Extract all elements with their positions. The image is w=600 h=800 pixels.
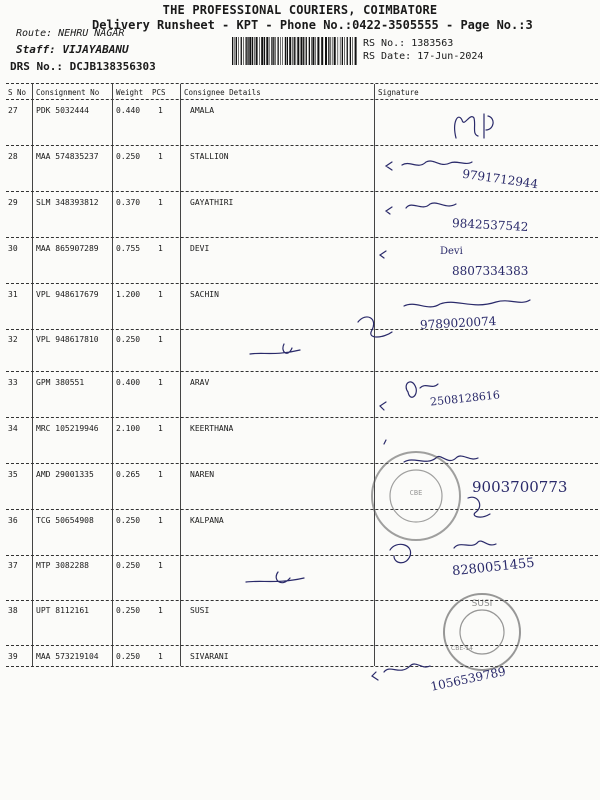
row-consignment: MAA 865907289 xyxy=(36,244,99,253)
row-consignment: UPT 8112161 xyxy=(36,606,89,615)
signature-mark xyxy=(468,497,490,517)
row-consignment: GPM 380551 xyxy=(36,378,85,387)
drs-label: DRS No.: xyxy=(10,60,63,73)
handwritten-phone: 9791712944 xyxy=(461,166,539,192)
signature-mark xyxy=(250,344,300,354)
handwritten-phone: 2508128616 xyxy=(429,388,501,409)
cbe-stamp-label: CBE xyxy=(409,489,423,497)
row-sno: 27 xyxy=(8,106,18,115)
row-weight: 0.370 xyxy=(116,198,141,207)
cbe-stamp xyxy=(372,452,460,540)
row-consignee: DEVI xyxy=(190,244,210,253)
row-pcs: 1 xyxy=(158,290,163,299)
row-sno: 33 xyxy=(8,378,18,387)
row-consignment: PDK 5032444 xyxy=(36,106,89,115)
signature-mark xyxy=(390,541,496,563)
rs-date-value: 17-Jun-2024 xyxy=(417,51,484,62)
staff-value: VIJAYABANU xyxy=(62,43,129,56)
row-pcs: 1 xyxy=(158,561,163,570)
row-pcs: 1 xyxy=(158,152,163,161)
row-consignee: KALPANA xyxy=(190,516,224,525)
row-pcs: 1 xyxy=(158,335,163,344)
row-sno: 30 xyxy=(8,244,18,253)
handwritten-phone: 1056539789 xyxy=(429,664,507,694)
signature-mark xyxy=(455,114,493,138)
row-consignment: MRC 105219946 xyxy=(36,424,99,433)
row-consignee: STALLION xyxy=(190,152,229,161)
row-sno: 32 xyxy=(8,335,18,344)
rs-no-label: RS No.: xyxy=(363,38,406,49)
row-pcs: 1 xyxy=(158,106,163,115)
col-header-weight: Weight xyxy=(116,88,144,97)
col-header-signature: Signature xyxy=(378,88,419,97)
susi-stamp xyxy=(444,594,520,670)
signature-mark xyxy=(386,203,456,214)
row-weight: 0.250 xyxy=(116,516,141,525)
runsheet-subtitle: Delivery Runsheet - KPT - Phone No.:0422-3505555 - Page No.:3 xyxy=(92,18,533,32)
row-pcs: 1 xyxy=(158,244,163,253)
row-weight: 1.200 xyxy=(116,290,141,299)
row-consignment: SLM 348393812 xyxy=(36,198,99,207)
row-pcs: 1 xyxy=(158,652,163,661)
row-pcs: 1 xyxy=(158,470,163,479)
signature-mark xyxy=(246,572,304,583)
handwritten-phone: 8280051455 xyxy=(451,555,536,580)
col-header-pcs: PCS xyxy=(152,88,166,97)
row-consignment: TCG 50654908 xyxy=(36,516,94,525)
row-consignment: AMD 29001335 xyxy=(36,470,94,479)
row-consignee: GAYATHIRI xyxy=(190,198,234,207)
row-sno: 39 xyxy=(8,652,18,661)
rs-date-label: RS Date: xyxy=(363,51,412,62)
row-weight: 2.100 xyxy=(116,424,141,433)
handwritten-phone: 9003700773 xyxy=(472,478,568,496)
col-header-consignment: Consignment No xyxy=(36,88,100,97)
row-weight: 0.250 xyxy=(116,335,141,344)
col-header-consignee: Consignee Details xyxy=(184,88,261,97)
row-weight: 0.755 xyxy=(116,244,141,253)
row-pcs: 1 xyxy=(158,198,163,207)
row-consignment: MTP 3082288 xyxy=(36,561,89,570)
row-consignee: NAREN xyxy=(190,470,215,479)
row-consignment: MAA 573219104 xyxy=(36,652,99,661)
signature-mark xyxy=(386,161,472,170)
row-pcs: 1 xyxy=(158,378,163,387)
row-consignment: VPL 948617679 xyxy=(36,290,99,299)
row-consignee: AMALA xyxy=(190,106,215,115)
row-consignee: SIVARANI xyxy=(190,652,229,661)
signature-mark xyxy=(380,251,386,258)
row-consignee: SACHIN xyxy=(190,290,219,299)
row-sno: 38 xyxy=(8,606,18,615)
row-weight: 0.250 xyxy=(116,152,141,161)
row-weight: 0.250 xyxy=(116,652,141,661)
row-sno: 37 xyxy=(8,561,18,570)
row-pcs: 1 xyxy=(158,606,163,615)
signature-mark xyxy=(384,440,386,444)
company-title: THE PROFESSIONAL COURIERS, COIMBATORE xyxy=(162,3,438,17)
row-consignment: MAA 574835237 xyxy=(36,152,99,161)
handwritten-phone: 9789020074 xyxy=(419,314,497,332)
drs-value: DCJB138356303 xyxy=(69,60,156,73)
row-weight: 0.250 xyxy=(116,561,141,570)
row-sno: 29 xyxy=(8,198,18,207)
signature-mark xyxy=(372,664,430,680)
row-consignee: KEERTHANA xyxy=(190,424,234,433)
susi-stamp-label: SUSI xyxy=(471,599,493,609)
row-sno: 35 xyxy=(8,470,18,479)
handwritten-name: Devi xyxy=(440,246,463,257)
row-weight: 0.250 xyxy=(116,606,141,615)
route-value: NEHRU NAGAR xyxy=(58,28,125,39)
row-weight: 0.440 xyxy=(116,106,141,115)
row-consignment: VPL 948617810 xyxy=(36,335,99,344)
row-sno: 34 xyxy=(8,424,18,433)
row-sno: 31 xyxy=(8,290,18,299)
handwritten-phone: 9842537542 xyxy=(451,216,529,234)
row-sno: 28 xyxy=(8,152,18,161)
row-consignee: SUSI xyxy=(190,606,210,615)
row-weight: 0.265 xyxy=(116,470,141,479)
row-sno: 36 xyxy=(8,516,18,525)
row-consignee: ARAV xyxy=(190,378,210,387)
route-label: Route: xyxy=(16,28,53,39)
rs-no-value: 1383563 xyxy=(411,38,454,49)
susi-stamp-sub: CBE-14 xyxy=(451,645,473,652)
row-weight: 0.400 xyxy=(116,378,141,387)
staff-label: Staff: xyxy=(16,43,56,56)
col-header-sno: S No xyxy=(8,88,27,97)
row-pcs: 1 xyxy=(158,424,163,433)
handwritten-phone: 8807334383 xyxy=(452,264,529,278)
row-pcs: 1 xyxy=(158,516,163,525)
